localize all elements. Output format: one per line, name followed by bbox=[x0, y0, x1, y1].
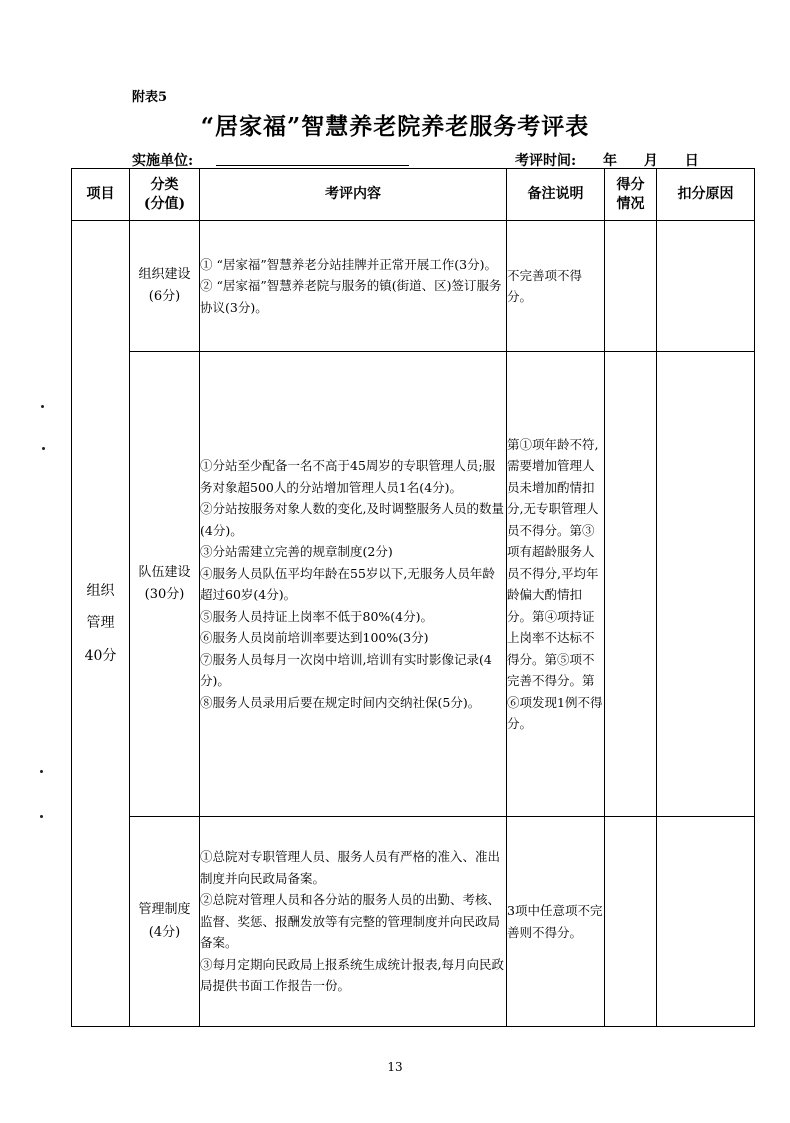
note-text: 3项中任意项不完善则不得分。 bbox=[507, 903, 603, 940]
deduct-cell[interactable] bbox=[657, 352, 755, 817]
unit-label: 实施单位: bbox=[132, 153, 194, 169]
category-cell bbox=[130, 817, 200, 1027]
page-title: “居家福”智慧养老院养老服务考评表 bbox=[200, 113, 590, 140]
scan-speck bbox=[40, 770, 43, 773]
table-row bbox=[72, 221, 755, 352]
attachment-label: 附表5 bbox=[132, 90, 168, 105]
content-line: ⑧服务人员录用后要在规定时间内交纳社保(5分)。 bbox=[200, 694, 481, 710]
day-label: 日 bbox=[684, 153, 699, 169]
score-cell[interactable] bbox=[605, 817, 657, 1027]
content-line: ②总院对管理人员和各分站的服务人员的出勤、考核、监督、奖惩、报酬发放等有完整的管理制度并向民政局备案。 bbox=[200, 892, 501, 951]
content-line: ①总院对专职管理人员、服务人员有严格的准入、准出制度并向民政局备案。 bbox=[200, 849, 501, 886]
header-score bbox=[605, 169, 657, 221]
item-group-line1: 组织 bbox=[86, 583, 115, 600]
header-deduct: 扣分原因 bbox=[657, 169, 755, 221]
content-cell bbox=[200, 221, 507, 352]
month-label: 月 bbox=[643, 153, 658, 169]
year-label: 年 bbox=[603, 153, 618, 169]
content-cell bbox=[200, 352, 507, 817]
note-cell bbox=[507, 352, 605, 817]
content-line: ③每月定期向民政局上报系统生成统计报表,每月向民政局提供书面工作报告一份。 bbox=[200, 956, 504, 994]
table-row bbox=[72, 352, 755, 817]
content-line: ⑤服务人员持证上岗率不低于80%(4分)。 bbox=[200, 608, 433, 624]
header-item: 项目 bbox=[72, 169, 130, 221]
note-cell bbox=[507, 817, 605, 1027]
header-score-line2: 情况 bbox=[616, 195, 645, 212]
category-score: (4分) bbox=[148, 924, 181, 940]
content-line: ① “居家福”智慧养老分站挂牌并正常开展工作(3分)。 bbox=[200, 256, 497, 272]
scan-speck bbox=[40, 815, 43, 818]
note-text: 不完善项不得分。 bbox=[507, 267, 583, 304]
score-cell[interactable] bbox=[605, 352, 657, 817]
content-line: ⑥服务人员岗前培训率要达到100%(3分) bbox=[200, 630, 429, 645]
content-line: ③分站需建立完善的规章制度(2分) bbox=[200, 544, 393, 559]
item-group-line3: 40分 bbox=[84, 647, 117, 664]
unit-blank-line bbox=[216, 165, 409, 166]
evaluation-table bbox=[71, 168, 755, 1027]
header-category-line2: (分值) bbox=[143, 195, 186, 212]
header-note: 备注说明 bbox=[507, 169, 605, 221]
header-category-line1: 分类 bbox=[150, 176, 179, 193]
item-group-cell bbox=[72, 221, 130, 1027]
table-row bbox=[72, 817, 755, 1027]
note-cell bbox=[507, 221, 605, 352]
content-line: ②分站按服务对象人数的变化,及时调整服务人员的数量(4分)。 bbox=[200, 501, 504, 538]
category-cell bbox=[130, 221, 200, 352]
header-score-line1: 得分 bbox=[616, 176, 645, 193]
category-name: 管理制度 bbox=[138, 902, 191, 918]
content-line: ④服务人员队伍平均年龄在55岁以下,无服务人员年龄超过60岁(4分)。 bbox=[200, 565, 495, 602]
category-cell bbox=[130, 352, 200, 817]
category-name: 组织建设 bbox=[138, 266, 191, 282]
category-score: (6分) bbox=[148, 289, 181, 304]
content-cell bbox=[200, 817, 507, 1027]
scan-speck bbox=[41, 405, 44, 408]
deduct-cell[interactable] bbox=[657, 817, 755, 1027]
page-number: 13 bbox=[387, 1060, 403, 1074]
item-group-line2: 管理 bbox=[86, 615, 115, 632]
eval-time bbox=[515, 150, 699, 170]
header-row bbox=[72, 169, 755, 221]
content-line: ⑦服务人员每月一次岗中培训,培训有实时影像记录(4分)。 bbox=[200, 651, 492, 688]
deduct-cell[interactable] bbox=[657, 221, 755, 352]
content-line: ①分站至少配备一名不高于45周岁的专职管理人员;服务对象超500人的分站增加管理人员1名(4分)。 bbox=[200, 458, 496, 495]
header-content: 考评内容 bbox=[200, 169, 507, 221]
category-score: (30分) bbox=[144, 587, 185, 602]
time-label: 考评时间: bbox=[515, 153, 577, 169]
note-text: 第①项年龄不符,需要增加管理人员未增加酌情扣分,无专职管理人员不得分。第③项有超龄服务人员不得分,平均年龄偏大酌情扣分。第④项持证上岗率不达标不得分。第⑤项不完善不得分。第⑥项发现1例不得分。 bbox=[507, 436, 603, 731]
content-line: ② “居家福”智慧养老院与服务的镇(街道、区)签订服务协议(3分)。 bbox=[200, 278, 502, 315]
scan-speck bbox=[42, 447, 45, 450]
header-category bbox=[130, 169, 200, 221]
category-name: 队伍建设 bbox=[138, 564, 191, 580]
score-cell[interactable] bbox=[605, 221, 657, 352]
